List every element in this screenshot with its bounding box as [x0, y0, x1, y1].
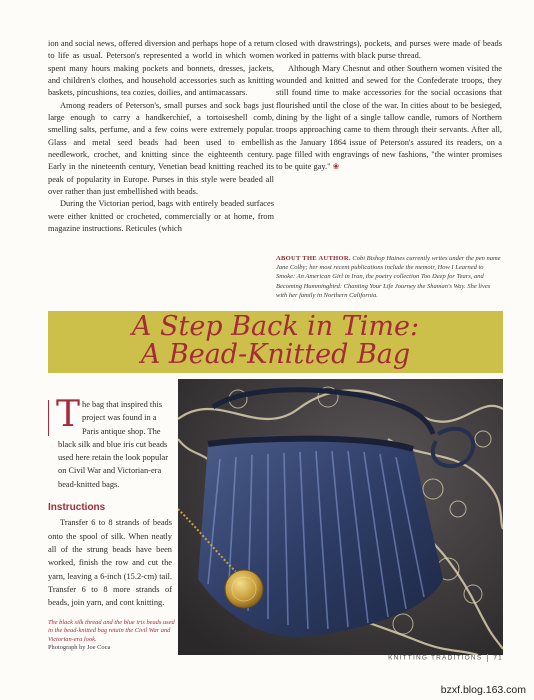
- author-note-text: Cobi Bishop Haines currently writes under the pen name Jane Colby; her most recent publications include the memoir, How I Learned to Smoke: An American Girl in Iran, the poetry collection Too Deep for Tears, and Becoming Hummingbird: Chanting Your Life Journey the Shaman's Way. She lives with her family in Northern California.: [276, 255, 501, 299]
- paragraph: [276, 63, 502, 174]
- intro-text: he bag that inspired this project was found in a Paris antique shop. The black silk and blue iris cut beads used here retain the look popular on Civil War and Victorian-era bead-knitted bags.: [58, 400, 168, 489]
- caption-text: The black silk thread and the blue iris beads used in the bead-knitted bag retain the Civil War and Victorian-era look.: [48, 619, 175, 643]
- paragraph: closed with drawstrings), pockets, and purses were made of beads worked in patterns with black purse thread.: [276, 39, 502, 61]
- magazine-name: KNITTING TRADITIONS: [388, 654, 483, 662]
- feature-left-column: [48, 394, 172, 609]
- intro-paragraph: [48, 394, 172, 491]
- left-text-column: [48, 38, 274, 236]
- right-text-column: [276, 38, 502, 174]
- drop-cap: T: [56, 394, 81, 435]
- page-footer: [388, 654, 503, 662]
- page-number: 71: [493, 654, 503, 662]
- feature-title: [48, 313, 503, 369]
- paragraph-text: Although Mary Chesnut and other Southern women visited the wounded and knitted and sewed for the Confederate troops, they still found time to make accessories for the social occasions that flourished until the close of the war. In cities about to be besieged, dining by the light of a single tallow candle, rumors of Northern troops approaching came to them through their servants. After all, as the January 1864 issue of Peterson's assured its readers, on a page filled with engravings of new fashions, "the winter promises to be quite gay.": [276, 63, 502, 172]
- accent-rule: [48, 400, 49, 436]
- paragraph: ion and social news, offered diversion and perhaps hope of a return to life as usual. Peterson's represented a world in which women spent many hours making pockets and bonnets, dresses, jackets, and children's clothes, and household accessories such as knitting baskets, pincushions, tea cozies, doilies, and antimacassars.: [48, 39, 274, 98]
- author-note-label: ABOUT THE AUTHOR.: [276, 255, 351, 262]
- bag-photo: [178, 379, 503, 655]
- watermark: bzxf.blog.163.com: [440, 684, 526, 696]
- instructions-heading: Instructions: [48, 502, 106, 514]
- instructions-text: Transfer 6 to 8 strands of beads onto the spool of silk. When neatly all of the strung beads have been worked, finish the row and cut the yarn, leaving a 6-inch (15.2-cm) tail. Transfer 6 to 8 more strands of beads, join yarn, and cont knitting.: [48, 518, 172, 608]
- feature-title-line-2: A Bead-Knitted Bag: [140, 339, 411, 370]
- bead-knitted-bag-image: [178, 379, 503, 655]
- paragraph: During the Victorian period, bags with entirely beaded surfaces were either knitted or crocheted, commercially or at home, from magazine instructions. Reticules (which: [48, 199, 274, 234]
- photo-caption: [48, 619, 178, 653]
- feature-title-line-1: A Step Back in Time:: [131, 311, 420, 342]
- title-band: [48, 311, 503, 373]
- photo-credit: Photograph by Joe Coca: [48, 644, 111, 652]
- paragraph: Among readers of Peterson's, small purses and sock bags just large enough to carry a handkerchief, a tortoiseshell comb, smelling salts, perfume, and a few coins were extremely popular. Glass and metal seed beads had been used to embellish needlework, crochet, and knitting since the eighteenth century. Early in the nineteenth century, Venetian bead knitting reached its peak of popularity in Europe. Purses in this style were beaded all over rather than just embellished with beads.: [48, 100, 274, 197]
- footer-divider: [487, 654, 488, 662]
- end-mark-icon: ❀: [332, 162, 340, 172]
- author-note: [276, 254, 502, 300]
